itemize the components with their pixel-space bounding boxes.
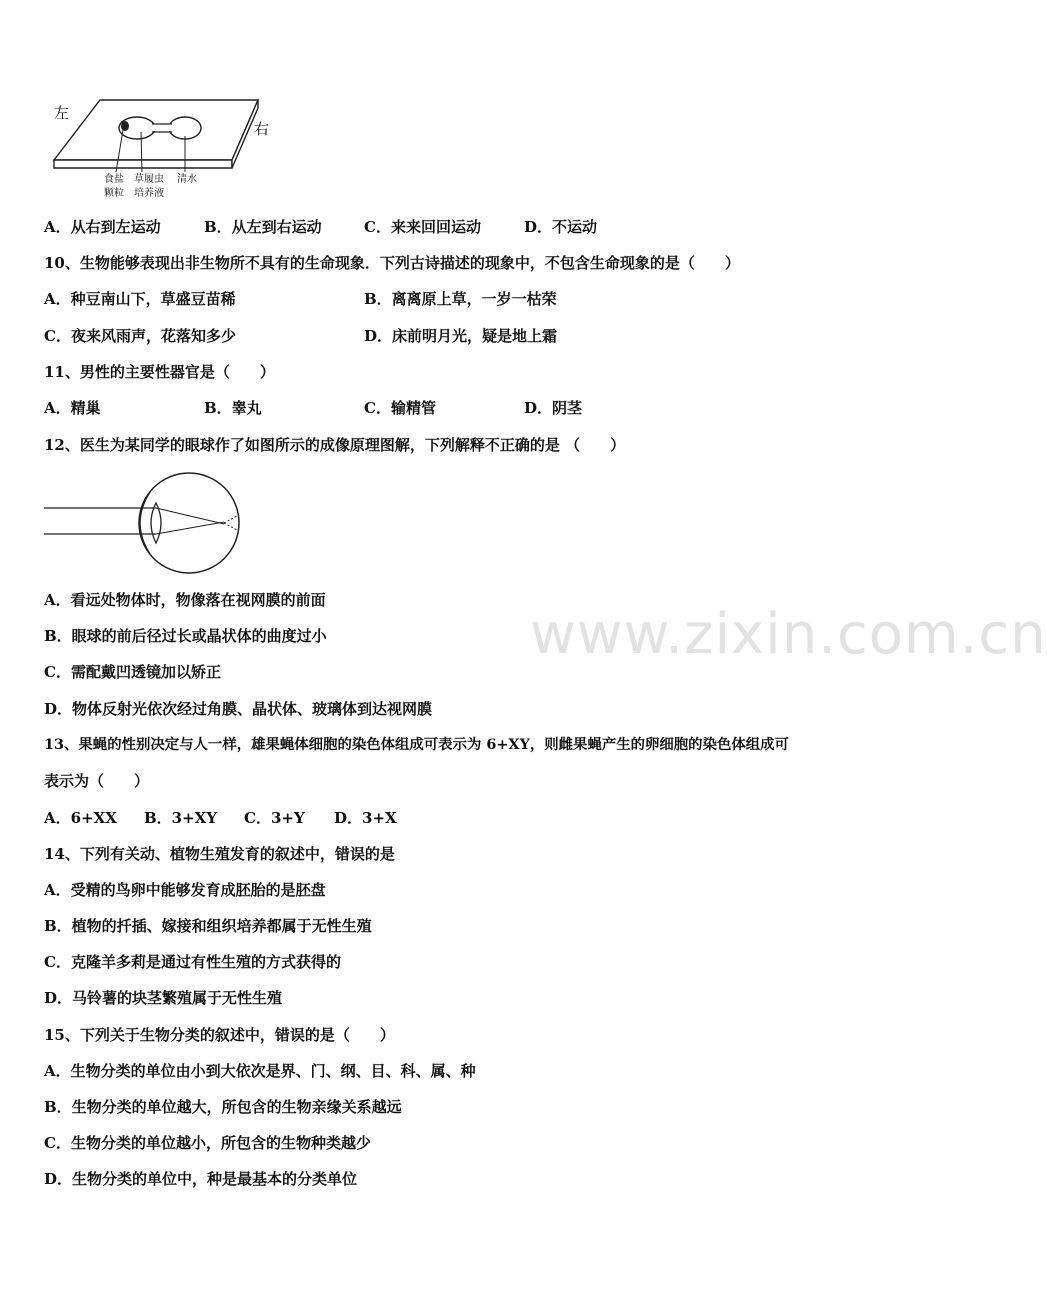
q11-option-b: B．睾丸 (204, 399, 262, 417)
q9-option-a: A．从右到左运动 (44, 218, 161, 236)
eye-diagram (44, 466, 244, 582)
watermark: www.zixin.com.cn (530, 602, 1047, 667)
q15-option-c: C．生物分类的单位越小，所包含的生物种类越少 (44, 1134, 371, 1152)
q14-stem: 14、下列有关动、植物生殖发育的叙述中，错误的是 (44, 845, 395, 863)
q14-option-c: C．克隆羊多莉是通过有性生殖的方式获得的 (44, 953, 341, 971)
q10-option-a: A．种豆南山下，草盛豆苗稀 (44, 290, 236, 308)
q12-option-b: B．眼球的前后径过长或晶状体的曲度过小 (44, 627, 327, 645)
q13-stem-line2: 表示为（ ） (44, 772, 150, 790)
q12-option-c: C．需配戴凹透镜加以矫正 (44, 663, 221, 681)
slide-left-label: 左 (54, 104, 70, 122)
q12-stem: 12、医生为某同学的眼球作了如图所示的成像原理图解，下列解释不正确的是 （ ） (44, 436, 626, 454)
q15-option-b: B．生物分类的单位越大，所包含的生物亲缘关系越远 (44, 1098, 402, 1116)
label-grain: 颗粒 (104, 188, 124, 199)
q14-option-a: A．受精的鸟卵中能够发育成胚胎的是胚盘 (44, 881, 326, 899)
slide-figure (44, 92, 274, 204)
q10-stem: 10、生物能够表现出非生物所不具有的生命现象．下列古诗描述的现象中，不包含生命现象的是（ ） (44, 254, 740, 272)
q9-option-b: B．从左到右运动 (204, 218, 322, 236)
label-water: 清水 (177, 174, 197, 185)
q10-option-d: D．床前明月光，疑是地上霜 (364, 327, 558, 345)
q9-option-c: C．来来回回运动 (364, 218, 481, 236)
q11-option-a: A．精巢 (44, 399, 101, 417)
q10-option-c: C．夜来风雨声，花落知多少 (44, 327, 236, 345)
slide-right-label: 右 (254, 120, 270, 138)
q11-option-d: D．阴茎 (524, 399, 583, 417)
q11-option-c: C．输精管 (364, 399, 436, 417)
q13-stem-line1: 13、果蝇的性别决定与人一样，雄果蝇体细胞的染色体组成可表示为 6+XY，则雌果蝇产生的卵细胞的染色体组成可 (44, 736, 789, 753)
q9-option-d: D．不运动 (524, 218, 598, 236)
q14-option-b: B．植物的扦插、嫁接和组织培养都属于无性生殖 (44, 917, 372, 935)
q12-option-d: D．物体反射光依次经过角膜、晶状体、玻璃体到达视网膜 (44, 700, 433, 718)
q13-option-c: C．3+Y (244, 809, 305, 827)
q15-option-a: A．生物分类的单位由小到大依次是界、门、纲、目、科、属、种 (44, 1062, 476, 1080)
q10-option-b: B．离离原上草，一岁一枯荣 (364, 290, 557, 308)
q14-option-d: D．马铃薯的块茎繁殖属于无性生殖 (44, 989, 283, 1007)
q13-option-a: A．6+XX (44, 809, 117, 827)
q15-option-d: D．生物分类的单位中，种是最基本的分类单位 (44, 1170, 358, 1188)
q13-option-d: D．3+X (334, 809, 397, 827)
q12-option-a: A．看远处物体时，物像落在视网膜的前面 (44, 591, 326, 609)
q15-stem: 15、下列关于生物分类的叙述中，错误的是（ ） (44, 1026, 395, 1044)
q13-option-b: B．3+XY (144, 809, 218, 827)
q11-stem: 11、男性的主要性器官是（ ） (44, 363, 275, 381)
label-culture: 培养液 (134, 188, 164, 199)
label-salt: 食盐 (104, 174, 124, 185)
label-paramecium: 草履虫 (134, 174, 164, 185)
